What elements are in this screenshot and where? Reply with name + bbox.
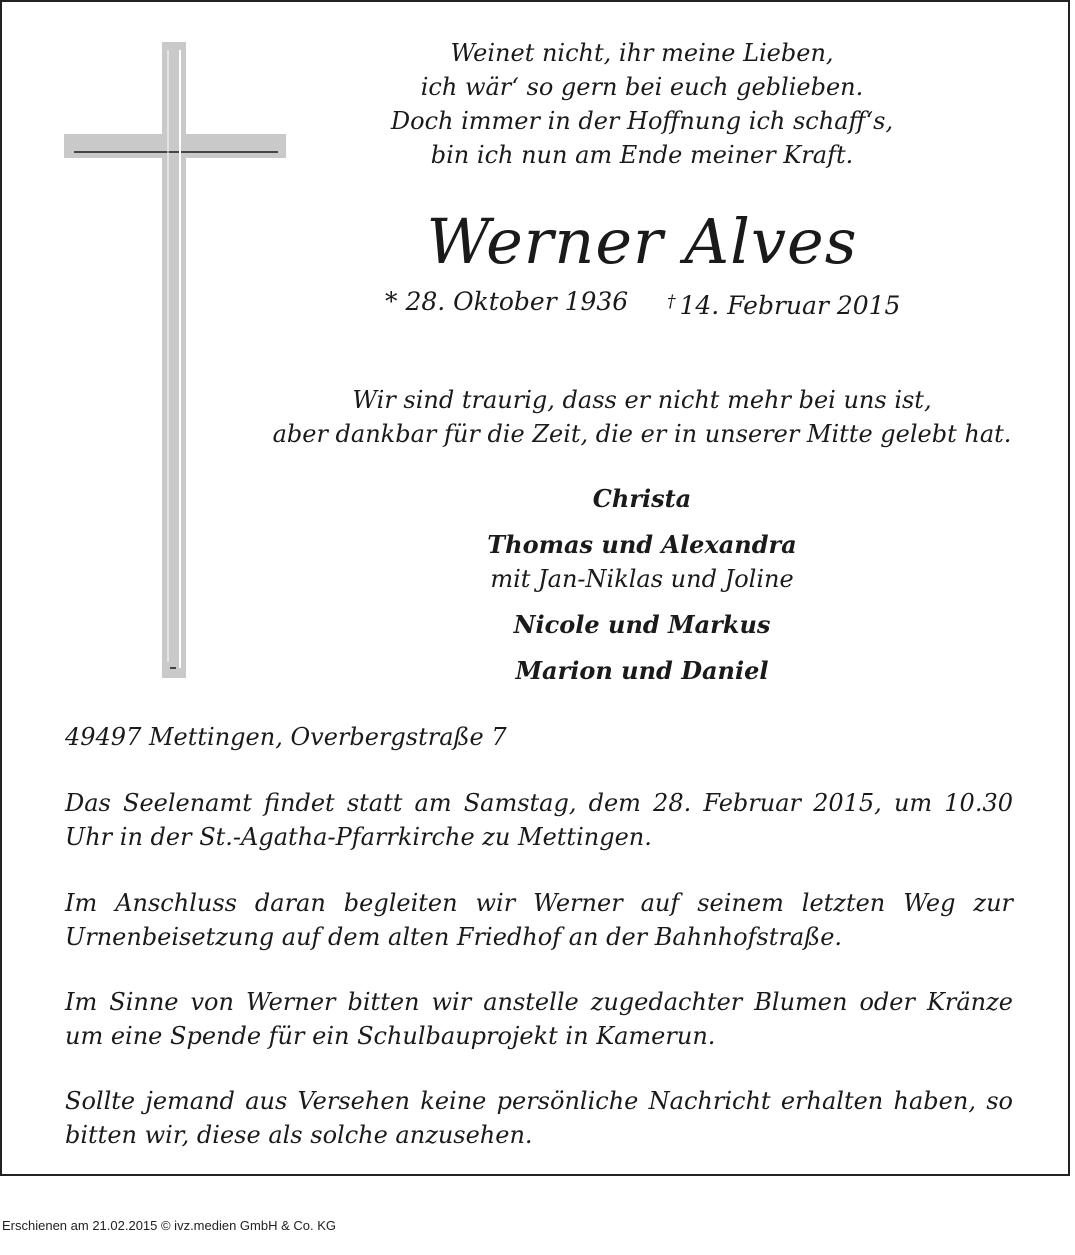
address: 49497 Mettingen, Overbergstraße 7 (65, 723, 507, 751)
mourners-list (302, 482, 982, 688)
poem (252, 36, 1032, 172)
mourner-thomas-alexandra: Thomas und Alexandra (487, 530, 797, 559)
paragraph-service: Das Seelenamt findet statt am Samstag, dem 28. Februar 2015, um 10.30 Uhr in der St.-Agatha-Pfarrkirche zu Mettingen. (65, 789, 1013, 851)
poem-line: ich wär‘ so gern bei euch geblieben. (420, 73, 864, 101)
mourner-children: mit Jan-Niklas und Joline (490, 565, 794, 593)
paragraph-burial: Im Anschluss daran begleiten wir Werner auf seinem letzten Weg zur Urnenbeisetzung auf dem alten Friedhof an der Bahnhofstraße. (65, 889, 1013, 951)
grief-line: Wir sind traurig, dass er nicht mehr bei uns ist, (352, 386, 932, 414)
grief-text (242, 383, 1042, 451)
poem-line: Weinet nicht, ihr meine Lieben, (450, 39, 834, 67)
mourner-marion-daniel: Marion und Daniel (515, 656, 769, 685)
death-date-text: 14. Februar 2015 (679, 291, 901, 320)
publication-footer: Erschienen am 21.02.2015 © ivz.medien GmbH & Co. KG (2, 1218, 337, 1233)
grief-line: aber dankbar für die Zeit, die er in unserer Mitte gelebt hat. (272, 420, 1012, 448)
paragraph-notice: Sollte jemand aus Versehen keine persönliche Nachricht erhalten haben, so bitten wir, diese als solche anzusehen. (65, 1087, 1013, 1149)
poem-line: bin ich nun am Ende meiner Kraft. (430, 141, 854, 169)
death-date (667, 285, 900, 323)
mourner-nicole-markus: Nicole und Markus (513, 610, 771, 639)
mourner-christa: Christa (592, 484, 692, 513)
poem-line: Doch immer in der Hoffnung ich schaff‘s, (390, 107, 894, 135)
dagger-icon: † (667, 292, 676, 312)
deceased-name: Werner Alves (426, 205, 858, 278)
paragraph-donation: Im Sinne von Werner bitten wir anstelle zugedachter Blumen oder Kränze um eine Spende für ein Schulbauprojekt in Kamerun. (65, 988, 1013, 1050)
birth-date: * 28. Oktober 1936 (385, 287, 629, 316)
